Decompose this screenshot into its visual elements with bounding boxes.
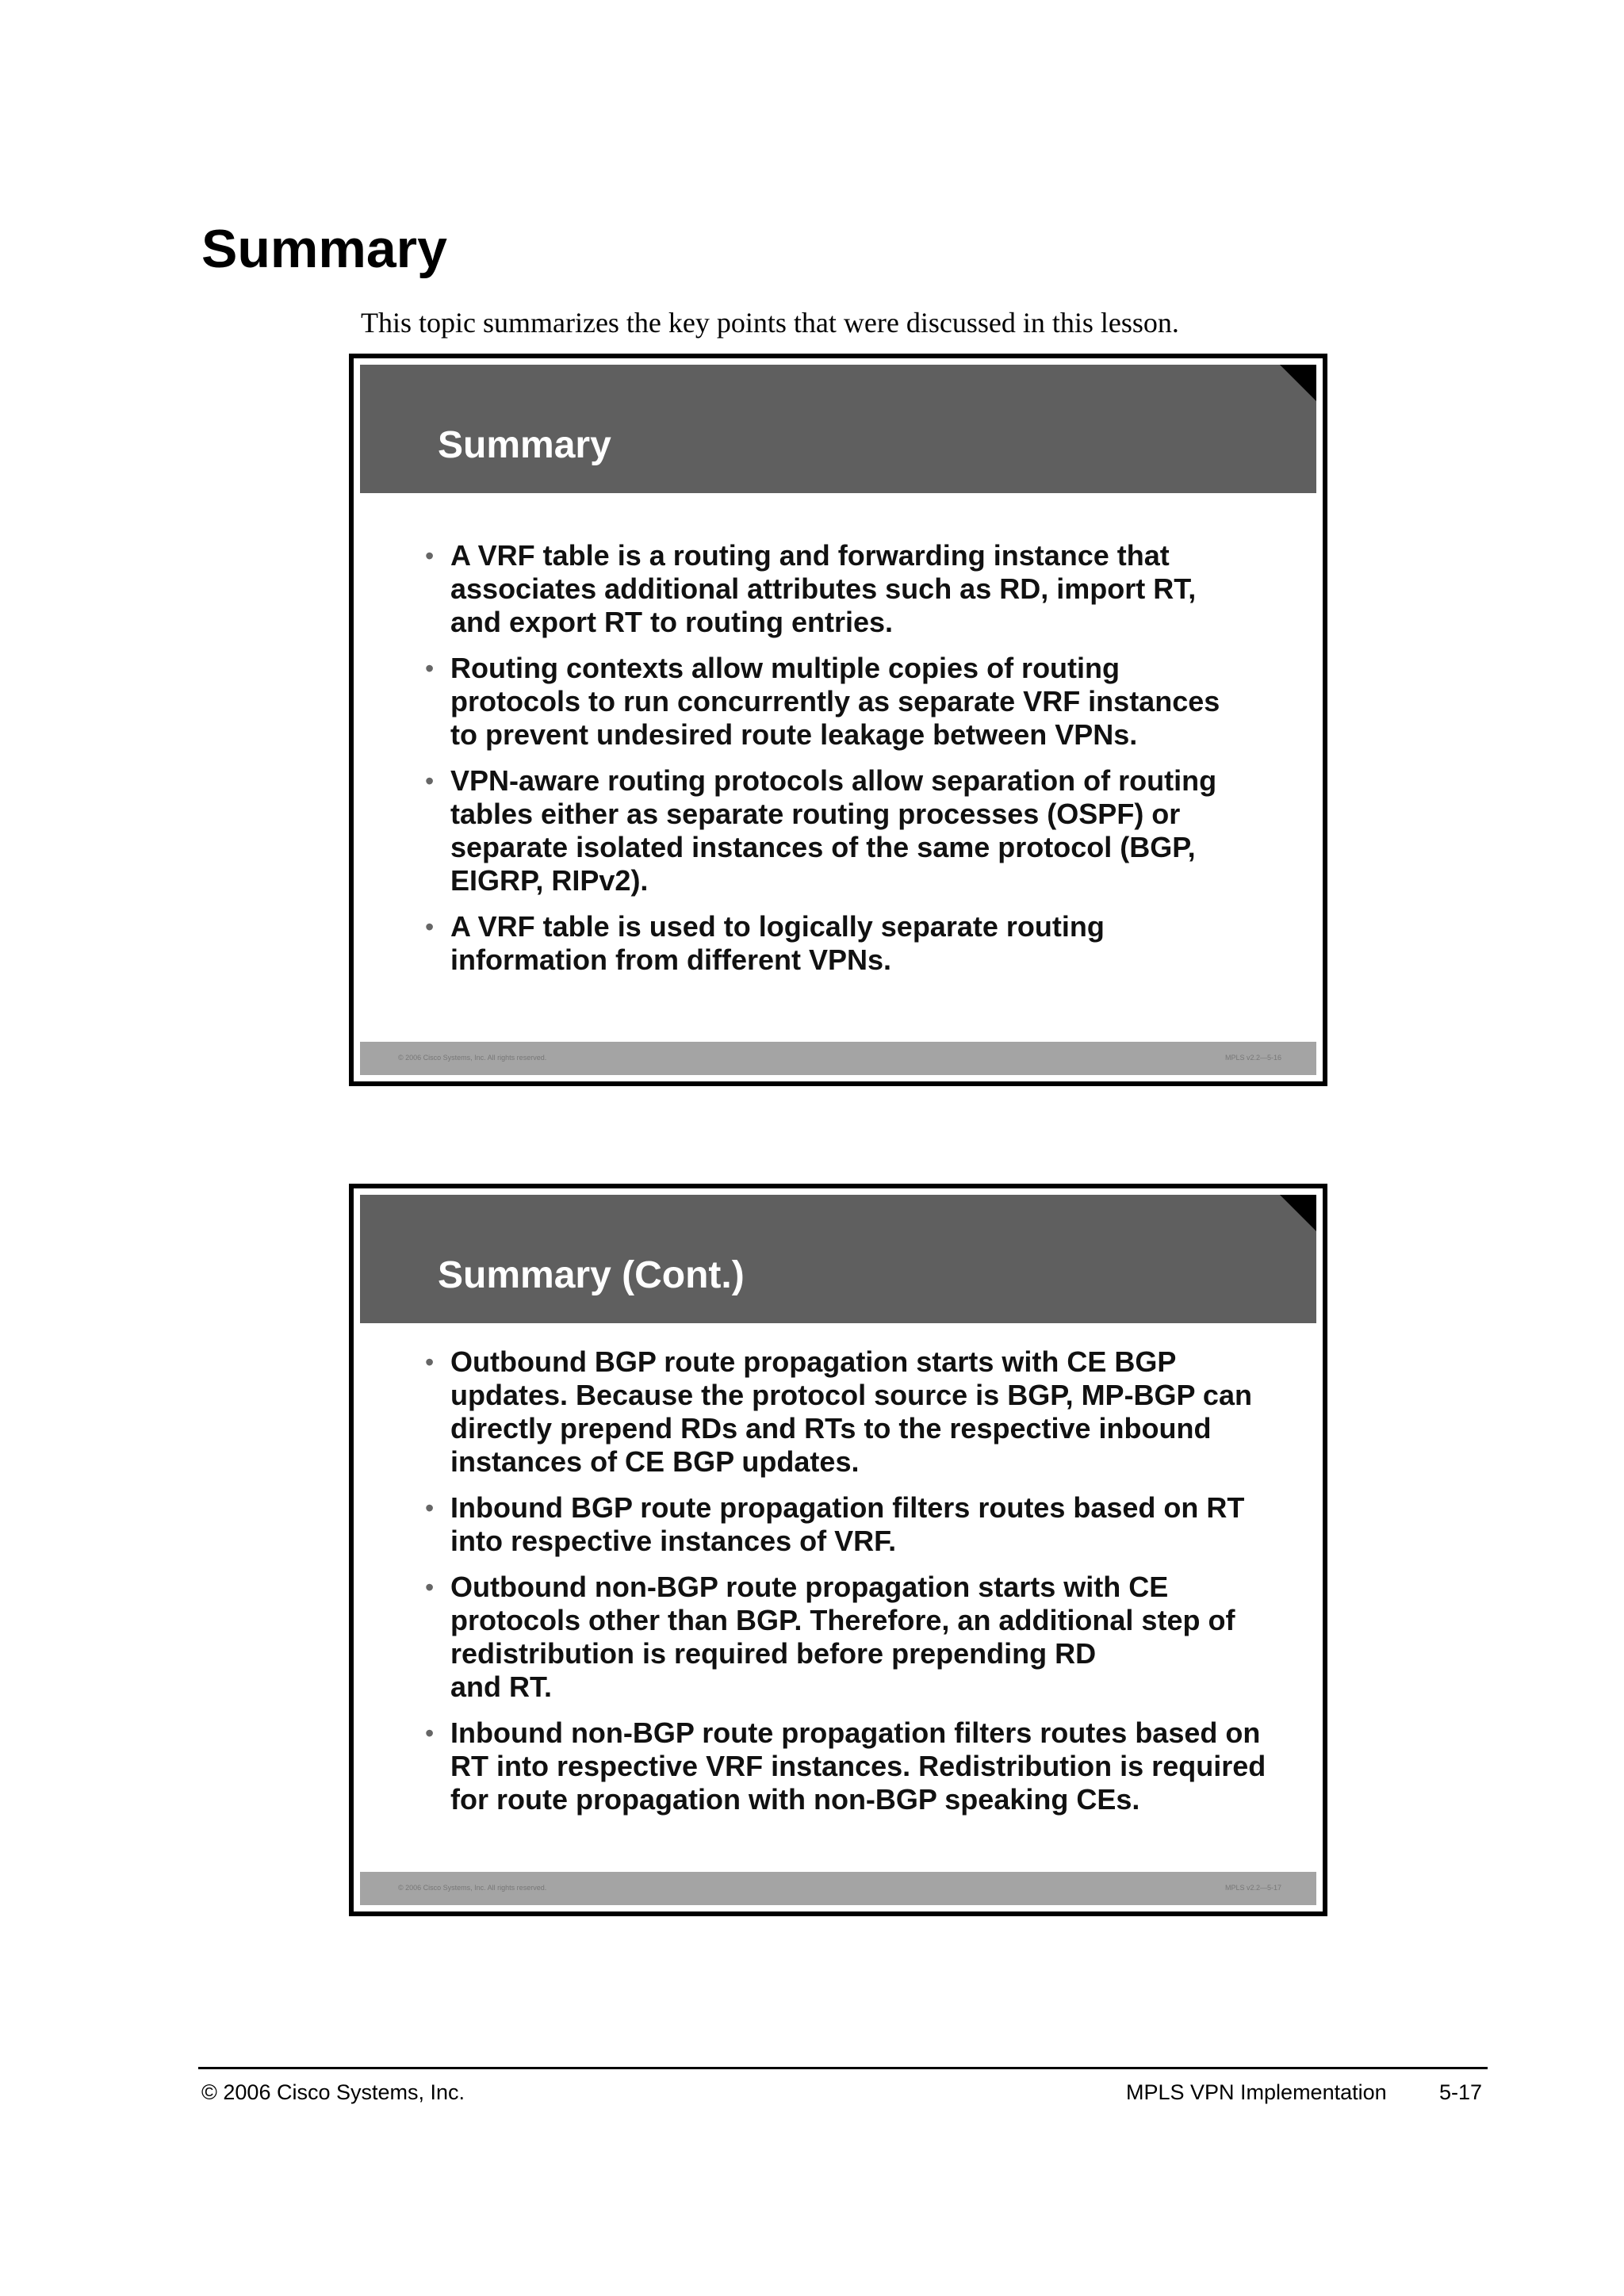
bullet-item (425, 652, 1291, 752)
bullet-text: A VRF table is used to logically separate routing information from different VPNs. (450, 910, 1105, 976)
slide-copyright: © 2006 Cisco Systems, Inc. All rights reserved. (398, 1054, 547, 1062)
slide-header (360, 365, 1316, 493)
bullet-item (425, 1345, 1291, 1479)
slide-copyright: © 2006 Cisco Systems, Inc. All rights reserved. (398, 1884, 547, 1892)
slide-number: MPLS v2.2—5-16 (1224, 1054, 1281, 1062)
bullet-icon: • (425, 1348, 435, 1376)
slide-summary (349, 354, 1327, 1086)
bullet-item (425, 910, 1291, 977)
bullet-text: Routing contexts allow multiple copies of routing protocols to run concurrently as separate VRF instances to prevent undesired route leakage between VPNs. (450, 652, 1220, 751)
bullet-text: A VRF table is a routing and forwarding instance that associates additional attributes such as RD, import RT, and export RT to routing entries. (450, 539, 1197, 638)
bullet-item (425, 1571, 1291, 1704)
bullet-text: VPN-aware routing protocols allow separation of routing tables either as separate routing processes (OSPF) or separate isolated instances of the same protocol (BGP, EIGRP, RIPv2). (450, 764, 1217, 897)
slide-title: Summary (438, 424, 611, 466)
intro-text: This topic summarizes the key points that were discussed in this lesson. (361, 307, 1179, 339)
bullet-item (425, 539, 1291, 639)
corner-triangle-icon (1280, 1195, 1316, 1231)
bullet-text: Outbound BGP route propagation starts with CE BGP updates. Because the protocol source is BGP, MP-BGP can directly prepend RDs and RTs to the respective inbound instances of CE BGP updates. (450, 1345, 1252, 1478)
slide-summary-cont (349, 1184, 1327, 1916)
bullet-icon: • (425, 1719, 435, 1747)
bullet-icon: • (425, 913, 435, 941)
bullet-icon: • (425, 1494, 435, 1522)
footer-course-title: MPLS VPN Implementation (1126, 2080, 1387, 2104)
slide-number: MPLS v2.2—5-17 (1224, 1884, 1281, 1892)
bullet-text: Inbound BGP route propagation filters routes based on RT into respective instances of VRF. (450, 1491, 1245, 1557)
slide-title: Summary (Cont.) (438, 1254, 745, 1296)
bullet-icon: • (425, 1573, 435, 1601)
slide-footer (360, 1042, 1316, 1075)
bullet-text: Inbound non-BGP route propagation filters routes based on RT into respective VRF instances. Redistribution is required for route propagation with non-BGP speaking CEs. (450, 1716, 1266, 1816)
bullet-icon: • (425, 654, 435, 683)
bullet-list (425, 539, 1291, 989)
footer-divider (198, 2067, 1488, 2069)
bullet-icon: • (425, 541, 435, 570)
bullet-icon: • (425, 767, 435, 795)
corner-triangle-icon (1280, 365, 1316, 401)
bullet-item (425, 1491, 1291, 1558)
page-title: Summary (201, 219, 447, 279)
bullet-item (425, 1716, 1291, 1816)
bullet-list (425, 1345, 1291, 1829)
footer-copyright: © 2006 Cisco Systems, Inc. (201, 2080, 465, 2104)
footer-page-number: 5-17 (1439, 2080, 1483, 2104)
slide-footer (360, 1872, 1316, 1905)
bullet-item (425, 764, 1291, 897)
slide-header (360, 1195, 1316, 1323)
bullet-text: Outbound non-BGP route propagation starts with CE protocols other than BGP. Therefore, an additional step of redistribution is required before prepending RD and RT. (450, 1571, 1235, 1703)
